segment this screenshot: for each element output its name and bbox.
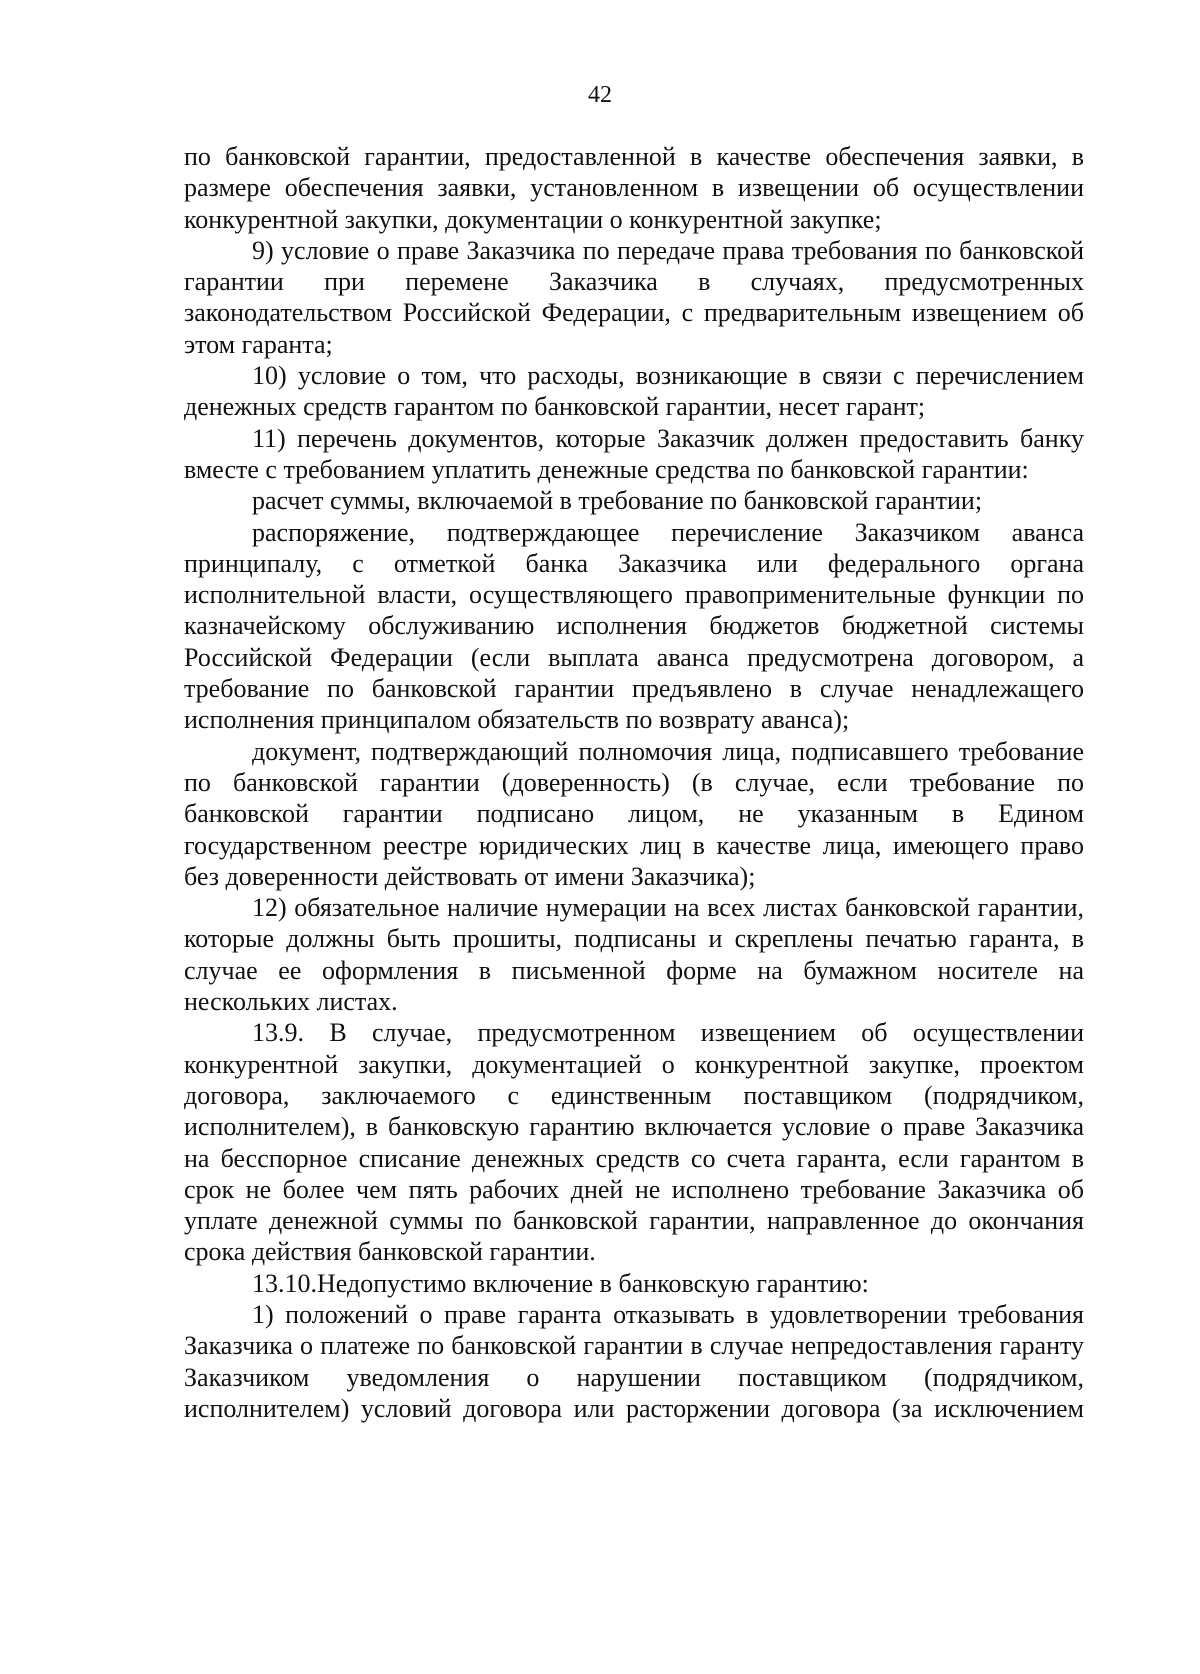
paragraph: 11) перечень документов, которые Заказчик должен предоставить банку вместе с требованием уплатить денежные средства по банковской гарантии: — [184, 423, 1084, 484]
paragraph: 12) обязательное наличие нумерации на всех листах банковской гарантии, которые должны быть прошиты, подписаны и скреплены печатью гаранта, в случае ее оформления в письменной форме на бумажном носителе на нескольких листах. — [184, 893, 1084, 1017]
paragraph: 9) условие о праве Заказчика по передаче права требования по банковской гарантии при перемене Заказчика в случаях, предусмотренных законодательством Российской Федерации, с предварительным извещением об этом гаранта; — [184, 235, 1084, 359]
document-body — [184, 141, 1084, 1424]
paragraph: 13.9. В случае, предусмотренном извещением об осуществлении конкурентной закупки, документацией о конкурентной закупке, проектом договора, заключаемого с единственным поставщиком (подрядчиком, исполнителем), в банковскую гарантию включается условие о праве Заказчика на бесспорное списание денежных средств со счета гаранта, если гарантом в срок не более чем пять рабочих дней не исполнено требование Заказчика об уплате денежной суммы по банковской гарантии, направленное до окончания срока действия банковской гарантии. — [184, 1018, 1084, 1267]
paragraph: документ, подтверждающий полномочия лица, подписавшего требование по банковской гарантии (доверенность) (в случае, если требование по банковской гарантии подписано лицом, не указанным в Едином государственном реестре юридических лиц в качестве лица, имеющего право без доверенности действовать от имени Заказчика); — [184, 736, 1084, 891]
page-number: 42 — [588, 82, 612, 108]
paragraph: 13.10.Недопустимо включение в банковскую гарантию: — [252, 1268, 869, 1298]
paragraph: 1) положений о праве гаранта отказывать в удовлетворении требования Заказчика о платеже по банковской гарантии в случае непредоставления гаранту Заказчиком уведомления о нарушении поставщиком (подрядчиком, исполнителем) условий договора или расторжении договора (за исключением — [184, 1299, 1084, 1423]
paragraph: распоряжение, подтверждающее перечисление Заказчиком аванса принципалу, с отметкой банка Заказчика или федерального органа исполнительной власти, осуществляющего правоприменительные функции по казначейскому обслуживанию исполнения бюджетов бюджетной системы Российской Федерации (если выплата аванса предусмотрена договором, а требование по банковской гарантии предъявлено в случае ненадлежащего исполнения принципалом обязательств по возврату аванса); — [184, 517, 1084, 735]
paragraph: по банковской гарантии, предоставленной в качестве обеспечения заявки, в размере обеспечения заявки, установленном в извещении об осуществлении конкурентной закупки, документации о конкурентной закупке; — [184, 142, 1084, 234]
paragraph: расчет суммы, включаемой в требование по банковской гарантии; — [252, 486, 983, 516]
paragraph: 10) условие о том, что расходы, возникающие в связи с перечислением денежных средств гарантом по банковской гарантии, несет гарант; — [184, 361, 1084, 422]
